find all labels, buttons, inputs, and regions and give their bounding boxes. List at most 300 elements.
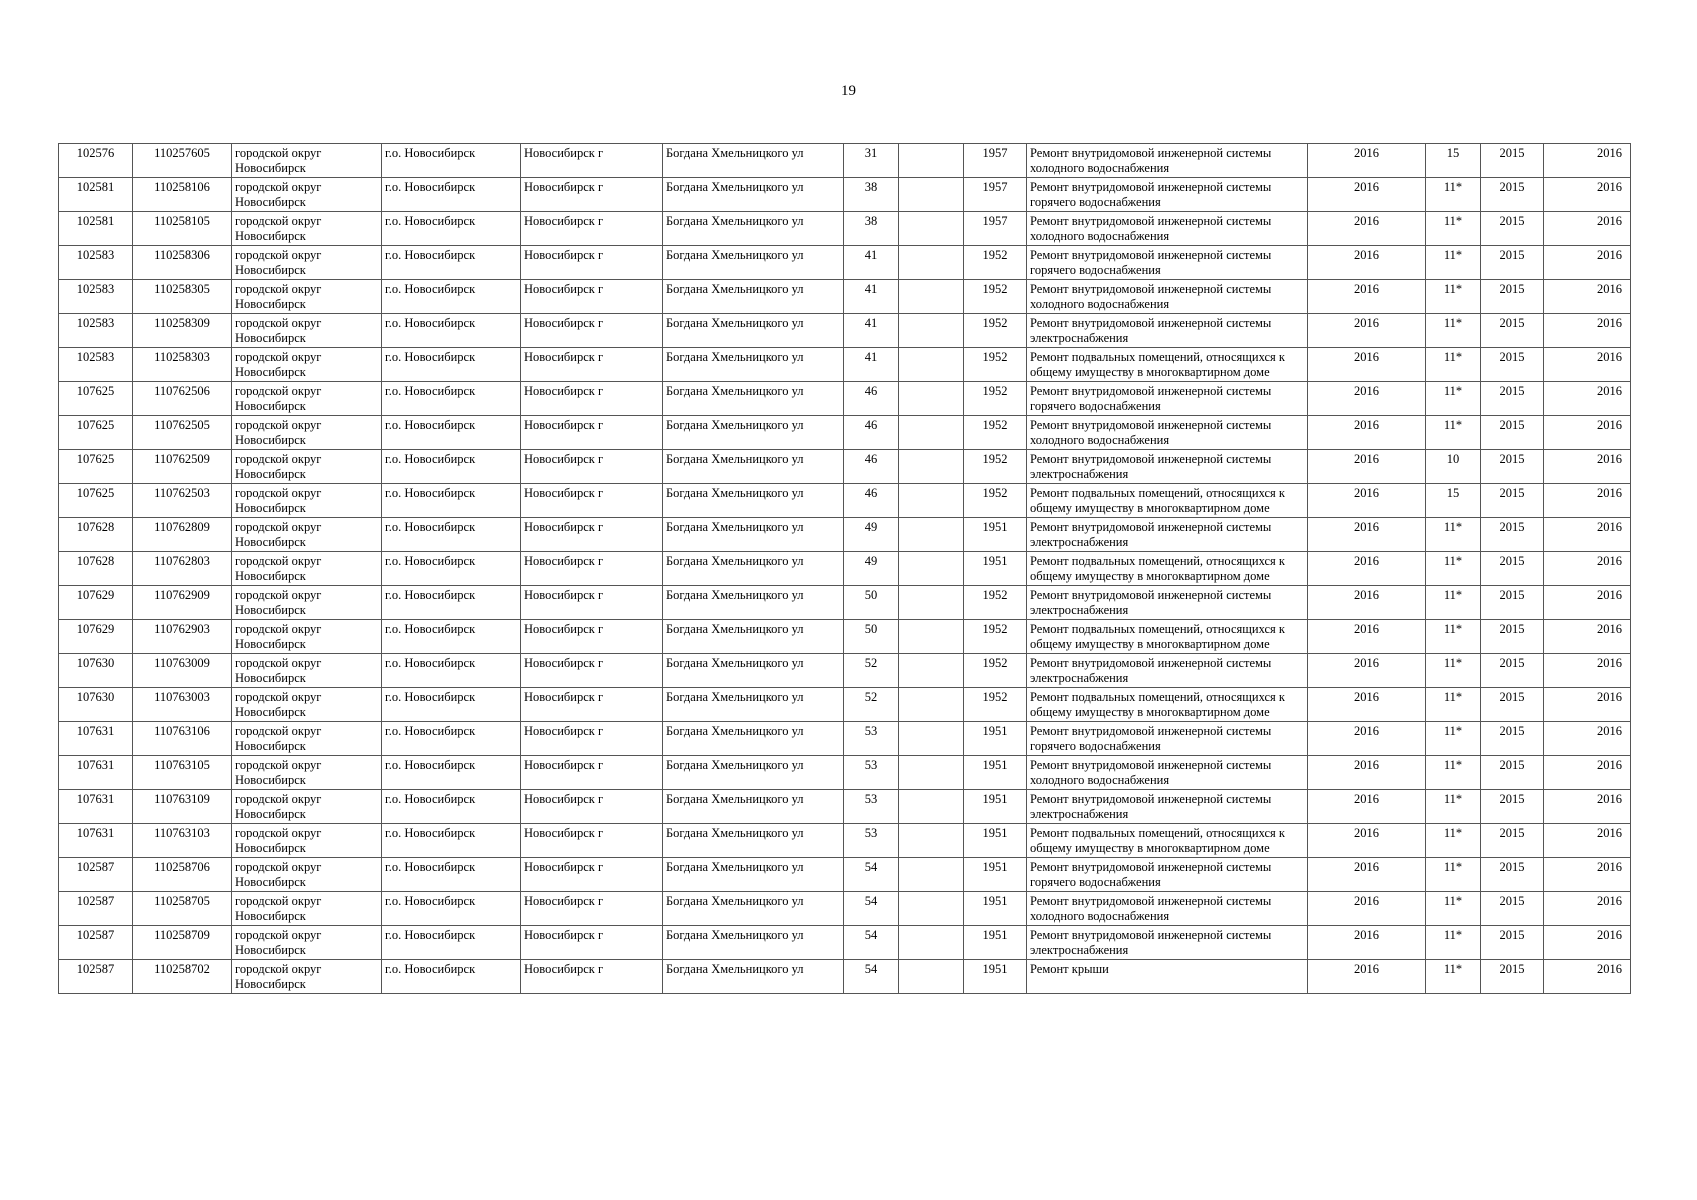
street-cell: Богдана Хмельницкого ул bbox=[663, 382, 844, 416]
street-cell: Богдана Хмельницкого ул bbox=[663, 960, 844, 994]
municipality-cell: городской округ Новосибирск bbox=[232, 382, 382, 416]
city-cell: Новосибирск г bbox=[521, 722, 663, 756]
house-number-cell: 31 bbox=[844, 144, 899, 178]
end-year-cell: 2016 bbox=[1544, 212, 1631, 246]
note-cell: 11* bbox=[1426, 212, 1481, 246]
work-type-cell: Ремонт внутридомовой инженерной системы горячего водоснабжения bbox=[1027, 246, 1308, 280]
planned-year-cell: 2016 bbox=[1308, 484, 1426, 518]
house-number-cell: 54 bbox=[844, 926, 899, 960]
table-row bbox=[59, 144, 1631, 178]
house-number-cell: 50 bbox=[844, 620, 899, 654]
building-cell bbox=[899, 756, 964, 790]
note-cell: 11* bbox=[1426, 688, 1481, 722]
municipality-cell: городской округ Новосибирск bbox=[232, 552, 382, 586]
municipality-cell: городской округ Новосибирск bbox=[232, 586, 382, 620]
work-id-cell: 110762909 bbox=[133, 586, 232, 620]
building-cell bbox=[899, 484, 964, 518]
district-cell: г.о. Новосибирск bbox=[382, 892, 521, 926]
building-cell bbox=[899, 688, 964, 722]
street-cell: Богдана Хмельницкого ул bbox=[663, 620, 844, 654]
house-number-cell: 46 bbox=[844, 416, 899, 450]
city-cell: Новосибирск г bbox=[521, 552, 663, 586]
house-id-cell: 102581 bbox=[59, 178, 133, 212]
building-cell bbox=[899, 178, 964, 212]
start-year-cell: 2015 bbox=[1481, 892, 1544, 926]
building-cell bbox=[899, 586, 964, 620]
table-row bbox=[59, 314, 1631, 348]
built-year-cell: 1951 bbox=[964, 756, 1027, 790]
district-cell: г.о. Новосибирск bbox=[382, 518, 521, 552]
planned-year-cell: 2016 bbox=[1308, 416, 1426, 450]
work-id-cell: 110762803 bbox=[133, 552, 232, 586]
start-year-cell: 2015 bbox=[1481, 178, 1544, 212]
building-cell bbox=[899, 416, 964, 450]
built-year-cell: 1952 bbox=[964, 382, 1027, 416]
work-id-cell: 110258305 bbox=[133, 280, 232, 314]
work-type-cell: Ремонт внутридомовой инженерной системы электроснабжения bbox=[1027, 654, 1308, 688]
city-cell: Новосибирск г bbox=[521, 688, 663, 722]
built-year-cell: 1951 bbox=[964, 960, 1027, 994]
street-cell: Богдана Хмельницкого ул bbox=[663, 178, 844, 212]
city-cell: Новосибирск г bbox=[521, 960, 663, 994]
city-cell: Новосибирск г bbox=[521, 926, 663, 960]
street-cell: Богдана Хмельницкого ул bbox=[663, 722, 844, 756]
city-cell: Новосибирск г bbox=[521, 348, 663, 382]
note-cell: 11* bbox=[1426, 178, 1481, 212]
district-cell: г.о. Новосибирск bbox=[382, 790, 521, 824]
municipality-cell: городской округ Новосибирск bbox=[232, 246, 382, 280]
district-cell: г.о. Новосибирск bbox=[382, 722, 521, 756]
note-cell: 11* bbox=[1426, 892, 1481, 926]
city-cell: Новосибирск г bbox=[521, 246, 663, 280]
note-cell: 11* bbox=[1426, 348, 1481, 382]
street-cell: Богдана Хмельницкого ул bbox=[663, 484, 844, 518]
planned-year-cell: 2016 bbox=[1308, 314, 1426, 348]
house-id-cell: 107625 bbox=[59, 382, 133, 416]
work-id-cell: 110258306 bbox=[133, 246, 232, 280]
street-cell: Богдана Хмельницкого ул bbox=[663, 348, 844, 382]
planned-year-cell: 2016 bbox=[1308, 892, 1426, 926]
house-number-cell: 54 bbox=[844, 892, 899, 926]
municipality-cell: городской округ Новосибирск bbox=[232, 484, 382, 518]
end-year-cell: 2016 bbox=[1544, 892, 1631, 926]
start-year-cell: 2015 bbox=[1481, 722, 1544, 756]
work-type-cell: Ремонт подвальных помещений, относящихся к общему имуществу в многоквартирном доме bbox=[1027, 348, 1308, 382]
house-number-cell: 41 bbox=[844, 348, 899, 382]
building-cell bbox=[899, 518, 964, 552]
city-cell: Новосибирск г bbox=[521, 756, 663, 790]
note-cell: 11* bbox=[1426, 960, 1481, 994]
note-cell: 11* bbox=[1426, 518, 1481, 552]
work-type-cell: Ремонт подвальных помещений, относящихся к общему имуществу в многоквартирном доме bbox=[1027, 620, 1308, 654]
house-id-cell: 102587 bbox=[59, 960, 133, 994]
planned-year-cell: 2016 bbox=[1308, 654, 1426, 688]
end-year-cell: 2016 bbox=[1544, 926, 1631, 960]
planned-year-cell: 2016 bbox=[1308, 144, 1426, 178]
start-year-cell: 2015 bbox=[1481, 926, 1544, 960]
street-cell: Богдана Хмельницкого ул bbox=[663, 144, 844, 178]
house-id-cell: 107629 bbox=[59, 586, 133, 620]
end-year-cell: 2016 bbox=[1544, 722, 1631, 756]
start-year-cell: 2015 bbox=[1481, 212, 1544, 246]
note-cell: 11* bbox=[1426, 620, 1481, 654]
built-year-cell: 1951 bbox=[964, 552, 1027, 586]
planned-year-cell: 2016 bbox=[1308, 348, 1426, 382]
end-year-cell: 2016 bbox=[1544, 654, 1631, 688]
municipality-cell: городской округ Новосибирск bbox=[232, 620, 382, 654]
end-year-cell: 2016 bbox=[1544, 858, 1631, 892]
district-cell: г.о. Новосибирск bbox=[382, 212, 521, 246]
street-cell: Богдана Хмельницкого ул bbox=[663, 280, 844, 314]
work-type-cell: Ремонт внутридомовой инженерной системы электроснабжения bbox=[1027, 586, 1308, 620]
table-row bbox=[59, 518, 1631, 552]
work-id-cell: 110763009 bbox=[133, 654, 232, 688]
district-cell: г.о. Новосибирск bbox=[382, 586, 521, 620]
city-cell: Новосибирск г bbox=[521, 178, 663, 212]
work-type-cell: Ремонт подвальных помещений, относящихся к общему имуществу в многоквартирном доме bbox=[1027, 824, 1308, 858]
built-year-cell: 1951 bbox=[964, 722, 1027, 756]
start-year-cell: 2015 bbox=[1481, 688, 1544, 722]
work-type-cell: Ремонт внутридомовой инженерной системы холодного водоснабжения bbox=[1027, 416, 1308, 450]
table-row bbox=[59, 654, 1631, 688]
work-id-cell: 110763105 bbox=[133, 756, 232, 790]
city-cell: Новосибирск г bbox=[521, 892, 663, 926]
house-number-cell: 49 bbox=[844, 552, 899, 586]
house-id-cell: 107631 bbox=[59, 790, 133, 824]
work-id-cell: 110258702 bbox=[133, 960, 232, 994]
planned-year-cell: 2016 bbox=[1308, 212, 1426, 246]
built-year-cell: 1957 bbox=[964, 144, 1027, 178]
city-cell: Новосибирск г bbox=[521, 586, 663, 620]
work-type-cell: Ремонт крыши bbox=[1027, 960, 1308, 994]
start-year-cell: 2015 bbox=[1481, 756, 1544, 790]
building-cell bbox=[899, 722, 964, 756]
house-number-cell: 41 bbox=[844, 280, 899, 314]
house-id-cell: 107631 bbox=[59, 824, 133, 858]
built-year-cell: 1952 bbox=[964, 348, 1027, 382]
street-cell: Богдана Хмельницкого ул bbox=[663, 824, 844, 858]
repair-registry-table bbox=[58, 143, 1631, 994]
street-cell: Богдана Хмельницкого ул bbox=[663, 858, 844, 892]
house-id-cell: 102583 bbox=[59, 246, 133, 280]
work-type-cell: Ремонт внутридомовой инженерной системы холодного водоснабжения bbox=[1027, 212, 1308, 246]
planned-year-cell: 2016 bbox=[1308, 178, 1426, 212]
city-cell: Новосибирск г bbox=[521, 790, 663, 824]
house-id-cell: 107631 bbox=[59, 722, 133, 756]
city-cell: Новосибирск г bbox=[521, 450, 663, 484]
work-type-cell: Ремонт внутридомовой инженерной системы электроснабжения bbox=[1027, 314, 1308, 348]
start-year-cell: 2015 bbox=[1481, 348, 1544, 382]
table-row bbox=[59, 858, 1631, 892]
end-year-cell: 2016 bbox=[1544, 960, 1631, 994]
work-type-cell: Ремонт внутридомовой инженерной системы горячего водоснабжения bbox=[1027, 382, 1308, 416]
work-type-cell: Ремонт внутридомовой инженерной системы электроснабжения bbox=[1027, 926, 1308, 960]
built-year-cell: 1952 bbox=[964, 654, 1027, 688]
start-year-cell: 2015 bbox=[1481, 518, 1544, 552]
work-type-cell: Ремонт подвальных помещений, относящихся к общему имуществу в многоквартирном доме bbox=[1027, 552, 1308, 586]
district-cell: г.о. Новосибирск bbox=[382, 654, 521, 688]
building-cell bbox=[899, 246, 964, 280]
end-year-cell: 2016 bbox=[1544, 450, 1631, 484]
table-row bbox=[59, 246, 1631, 280]
building-cell bbox=[899, 824, 964, 858]
district-cell: г.о. Новосибирск bbox=[382, 246, 521, 280]
work-type-cell: Ремонт внутридомовой инженерной системы горячего водоснабжения bbox=[1027, 722, 1308, 756]
work-id-cell: 110258709 bbox=[133, 926, 232, 960]
start-year-cell: 2015 bbox=[1481, 620, 1544, 654]
planned-year-cell: 2016 bbox=[1308, 620, 1426, 654]
built-year-cell: 1952 bbox=[964, 450, 1027, 484]
start-year-cell: 2015 bbox=[1481, 246, 1544, 280]
district-cell: г.о. Новосибирск bbox=[382, 824, 521, 858]
street-cell: Богдана Хмельницкого ул bbox=[663, 246, 844, 280]
street-cell: Богдана Хмельницкого ул bbox=[663, 790, 844, 824]
planned-year-cell: 2016 bbox=[1308, 382, 1426, 416]
house-number-cell: 46 bbox=[844, 484, 899, 518]
district-cell: г.о. Новосибирск bbox=[382, 552, 521, 586]
table-row bbox=[59, 280, 1631, 314]
start-year-cell: 2015 bbox=[1481, 858, 1544, 892]
built-year-cell: 1957 bbox=[964, 212, 1027, 246]
note-cell: 11* bbox=[1426, 756, 1481, 790]
end-year-cell: 2016 bbox=[1544, 348, 1631, 382]
table-row bbox=[59, 416, 1631, 450]
city-cell: Новосибирск г bbox=[521, 518, 663, 552]
note-cell: 15 bbox=[1426, 144, 1481, 178]
house-id-cell: 107630 bbox=[59, 688, 133, 722]
start-year-cell: 2015 bbox=[1481, 586, 1544, 620]
planned-year-cell: 2016 bbox=[1308, 926, 1426, 960]
work-id-cell: 110762503 bbox=[133, 484, 232, 518]
house-number-cell: 46 bbox=[844, 450, 899, 484]
end-year-cell: 2016 bbox=[1544, 178, 1631, 212]
work-id-cell: 110763003 bbox=[133, 688, 232, 722]
street-cell: Богдана Хмельницкого ул bbox=[663, 416, 844, 450]
street-cell: Богдана Хмельницкого ул bbox=[663, 926, 844, 960]
note-cell: 11* bbox=[1426, 382, 1481, 416]
district-cell: г.о. Новосибирск bbox=[382, 620, 521, 654]
work-type-cell: Ремонт внутридомовой инженерной системы электроснабжения bbox=[1027, 518, 1308, 552]
house-id-cell: 102583 bbox=[59, 280, 133, 314]
house-id-cell: 102583 bbox=[59, 314, 133, 348]
planned-year-cell: 2016 bbox=[1308, 858, 1426, 892]
street-cell: Богдана Хмельницкого ул bbox=[663, 212, 844, 246]
city-cell: Новосибирск г bbox=[521, 484, 663, 518]
table-row bbox=[59, 926, 1631, 960]
street-cell: Богдана Хмельницкого ул bbox=[663, 518, 844, 552]
planned-year-cell: 2016 bbox=[1308, 756, 1426, 790]
municipality-cell: городской округ Новосибирск bbox=[232, 416, 382, 450]
street-cell: Богдана Хмельницкого ул bbox=[663, 450, 844, 484]
house-number-cell: 50 bbox=[844, 586, 899, 620]
work-id-cell: 110258706 bbox=[133, 858, 232, 892]
building-cell bbox=[899, 892, 964, 926]
work-type-cell: Ремонт внутридомовой инженерной системы холодного водоснабжения bbox=[1027, 756, 1308, 790]
municipality-cell: городской округ Новосибирск bbox=[232, 144, 382, 178]
municipality-cell: городской округ Новосибирск bbox=[232, 178, 382, 212]
start-year-cell: 2015 bbox=[1481, 450, 1544, 484]
municipality-cell: городской округ Новосибирск bbox=[232, 654, 382, 688]
note-cell: 11* bbox=[1426, 790, 1481, 824]
note-cell: 11* bbox=[1426, 280, 1481, 314]
building-cell bbox=[899, 450, 964, 484]
house-id-cell: 102587 bbox=[59, 892, 133, 926]
end-year-cell: 2016 bbox=[1544, 484, 1631, 518]
city-cell: Новосибирск г bbox=[521, 654, 663, 688]
end-year-cell: 2016 bbox=[1544, 552, 1631, 586]
work-id-cell: 110762509 bbox=[133, 450, 232, 484]
start-year-cell: 2015 bbox=[1481, 960, 1544, 994]
house-number-cell: 46 bbox=[844, 382, 899, 416]
street-cell: Богдана Хмельницкого ул bbox=[663, 552, 844, 586]
work-id-cell: 110762903 bbox=[133, 620, 232, 654]
built-year-cell: 1952 bbox=[964, 620, 1027, 654]
table-row bbox=[59, 484, 1631, 518]
planned-year-cell: 2016 bbox=[1308, 960, 1426, 994]
municipality-cell: городской округ Новосибирск bbox=[232, 756, 382, 790]
work-id-cell: 110258303 bbox=[133, 348, 232, 382]
building-cell bbox=[899, 858, 964, 892]
table-row bbox=[59, 178, 1631, 212]
table-row bbox=[59, 824, 1631, 858]
house-id-cell: 107631 bbox=[59, 756, 133, 790]
house-number-cell: 49 bbox=[844, 518, 899, 552]
house-id-cell: 107629 bbox=[59, 620, 133, 654]
start-year-cell: 2015 bbox=[1481, 654, 1544, 688]
district-cell: г.о. Новосибирск bbox=[382, 314, 521, 348]
work-id-cell: 110257605 bbox=[133, 144, 232, 178]
house-number-cell: 53 bbox=[844, 824, 899, 858]
planned-year-cell: 2016 bbox=[1308, 552, 1426, 586]
planned-year-cell: 2016 bbox=[1308, 722, 1426, 756]
municipality-cell: городской округ Новосибирск bbox=[232, 824, 382, 858]
built-year-cell: 1951 bbox=[964, 926, 1027, 960]
table-row bbox=[59, 790, 1631, 824]
building-cell bbox=[899, 348, 964, 382]
work-type-cell: Ремонт внутридомовой инженерной системы электроснабжения bbox=[1027, 790, 1308, 824]
built-year-cell: 1952 bbox=[964, 586, 1027, 620]
work-type-cell: Ремонт внутридомовой инженерной системы горячего водоснабжения bbox=[1027, 858, 1308, 892]
district-cell: г.о. Новосибирск bbox=[382, 450, 521, 484]
house-id-cell: 107625 bbox=[59, 416, 133, 450]
end-year-cell: 2016 bbox=[1544, 790, 1631, 824]
municipality-cell: городской округ Новосибирск bbox=[232, 450, 382, 484]
note-cell: 11* bbox=[1426, 926, 1481, 960]
table-row bbox=[59, 348, 1631, 382]
house-number-cell: 41 bbox=[844, 246, 899, 280]
street-cell: Богдана Хмельницкого ул bbox=[663, 586, 844, 620]
house-id-cell: 102587 bbox=[59, 926, 133, 960]
district-cell: г.о. Новосибирск bbox=[382, 178, 521, 212]
start-year-cell: 2015 bbox=[1481, 382, 1544, 416]
planned-year-cell: 2016 bbox=[1308, 586, 1426, 620]
municipality-cell: городской округ Новосибирск bbox=[232, 688, 382, 722]
building-cell bbox=[899, 144, 964, 178]
street-cell: Богдана Хмельницкого ул bbox=[663, 314, 844, 348]
municipality-cell: городской округ Новосибирск bbox=[232, 892, 382, 926]
table-row bbox=[59, 892, 1631, 926]
start-year-cell: 2015 bbox=[1481, 790, 1544, 824]
planned-year-cell: 2016 bbox=[1308, 688, 1426, 722]
table-row bbox=[59, 450, 1631, 484]
built-year-cell: 1951 bbox=[964, 518, 1027, 552]
built-year-cell: 1951 bbox=[964, 790, 1027, 824]
work-type-cell: Ремонт подвальных помещений, относящихся к общему имуществу в многоквартирном доме bbox=[1027, 484, 1308, 518]
page-number: 19 bbox=[841, 83, 856, 99]
table-row bbox=[59, 620, 1631, 654]
note-cell: 11* bbox=[1426, 586, 1481, 620]
building-cell bbox=[899, 654, 964, 688]
building-cell bbox=[899, 926, 964, 960]
house-number-cell: 38 bbox=[844, 212, 899, 246]
note-cell: 11* bbox=[1426, 858, 1481, 892]
house-id-cell: 107625 bbox=[59, 450, 133, 484]
table-row bbox=[59, 212, 1631, 246]
end-year-cell: 2016 bbox=[1544, 314, 1631, 348]
note-cell: 15 bbox=[1426, 484, 1481, 518]
start-year-cell: 2015 bbox=[1481, 824, 1544, 858]
table-body bbox=[59, 144, 1631, 994]
municipality-cell: городской округ Новосибирск bbox=[232, 280, 382, 314]
house-id-cell: 102587 bbox=[59, 858, 133, 892]
start-year-cell: 2015 bbox=[1481, 416, 1544, 450]
planned-year-cell: 2016 bbox=[1308, 280, 1426, 314]
municipality-cell: городской округ Новосибирск bbox=[232, 348, 382, 382]
built-year-cell: 1951 bbox=[964, 858, 1027, 892]
street-cell: Богдана Хмельницкого ул bbox=[663, 654, 844, 688]
end-year-cell: 2016 bbox=[1544, 756, 1631, 790]
end-year-cell: 2016 bbox=[1544, 518, 1631, 552]
building-cell bbox=[899, 280, 964, 314]
municipality-cell: городской округ Новосибирск bbox=[232, 722, 382, 756]
district-cell: г.о. Новосибирск bbox=[382, 858, 521, 892]
house-number-cell: 52 bbox=[844, 688, 899, 722]
built-year-cell: 1957 bbox=[964, 178, 1027, 212]
street-cell: Богдана Хмельницкого ул bbox=[663, 688, 844, 722]
work-id-cell: 110762505 bbox=[133, 416, 232, 450]
building-cell bbox=[899, 552, 964, 586]
building-cell bbox=[899, 960, 964, 994]
start-year-cell: 2015 bbox=[1481, 280, 1544, 314]
city-cell: Новосибирск г bbox=[521, 824, 663, 858]
municipality-cell: городской округ Новосибирск bbox=[232, 314, 382, 348]
planned-year-cell: 2016 bbox=[1308, 824, 1426, 858]
work-id-cell: 110258105 bbox=[133, 212, 232, 246]
house-id-cell: 107628 bbox=[59, 518, 133, 552]
city-cell: Новосибирск г bbox=[521, 212, 663, 246]
table-row bbox=[59, 382, 1631, 416]
municipality-cell: городской округ Новосибирск bbox=[232, 960, 382, 994]
house-id-cell: 102583 bbox=[59, 348, 133, 382]
house-number-cell: 41 bbox=[844, 314, 899, 348]
work-id-cell: 110763106 bbox=[133, 722, 232, 756]
table-row bbox=[59, 688, 1631, 722]
start-year-cell: 2015 bbox=[1481, 484, 1544, 518]
city-cell: Новосибирск г bbox=[521, 144, 663, 178]
start-year-cell: 2015 bbox=[1481, 552, 1544, 586]
table-row bbox=[59, 722, 1631, 756]
house-number-cell: 54 bbox=[844, 858, 899, 892]
house-id-cell: 107625 bbox=[59, 484, 133, 518]
built-year-cell: 1952 bbox=[964, 416, 1027, 450]
district-cell: г.о. Новосибирск bbox=[382, 144, 521, 178]
building-cell bbox=[899, 314, 964, 348]
end-year-cell: 2016 bbox=[1544, 824, 1631, 858]
end-year-cell: 2016 bbox=[1544, 246, 1631, 280]
built-year-cell: 1951 bbox=[964, 892, 1027, 926]
work-id-cell: 110258705 bbox=[133, 892, 232, 926]
work-type-cell: Ремонт внутридомовой инженерной системы холодного водоснабжения bbox=[1027, 280, 1308, 314]
